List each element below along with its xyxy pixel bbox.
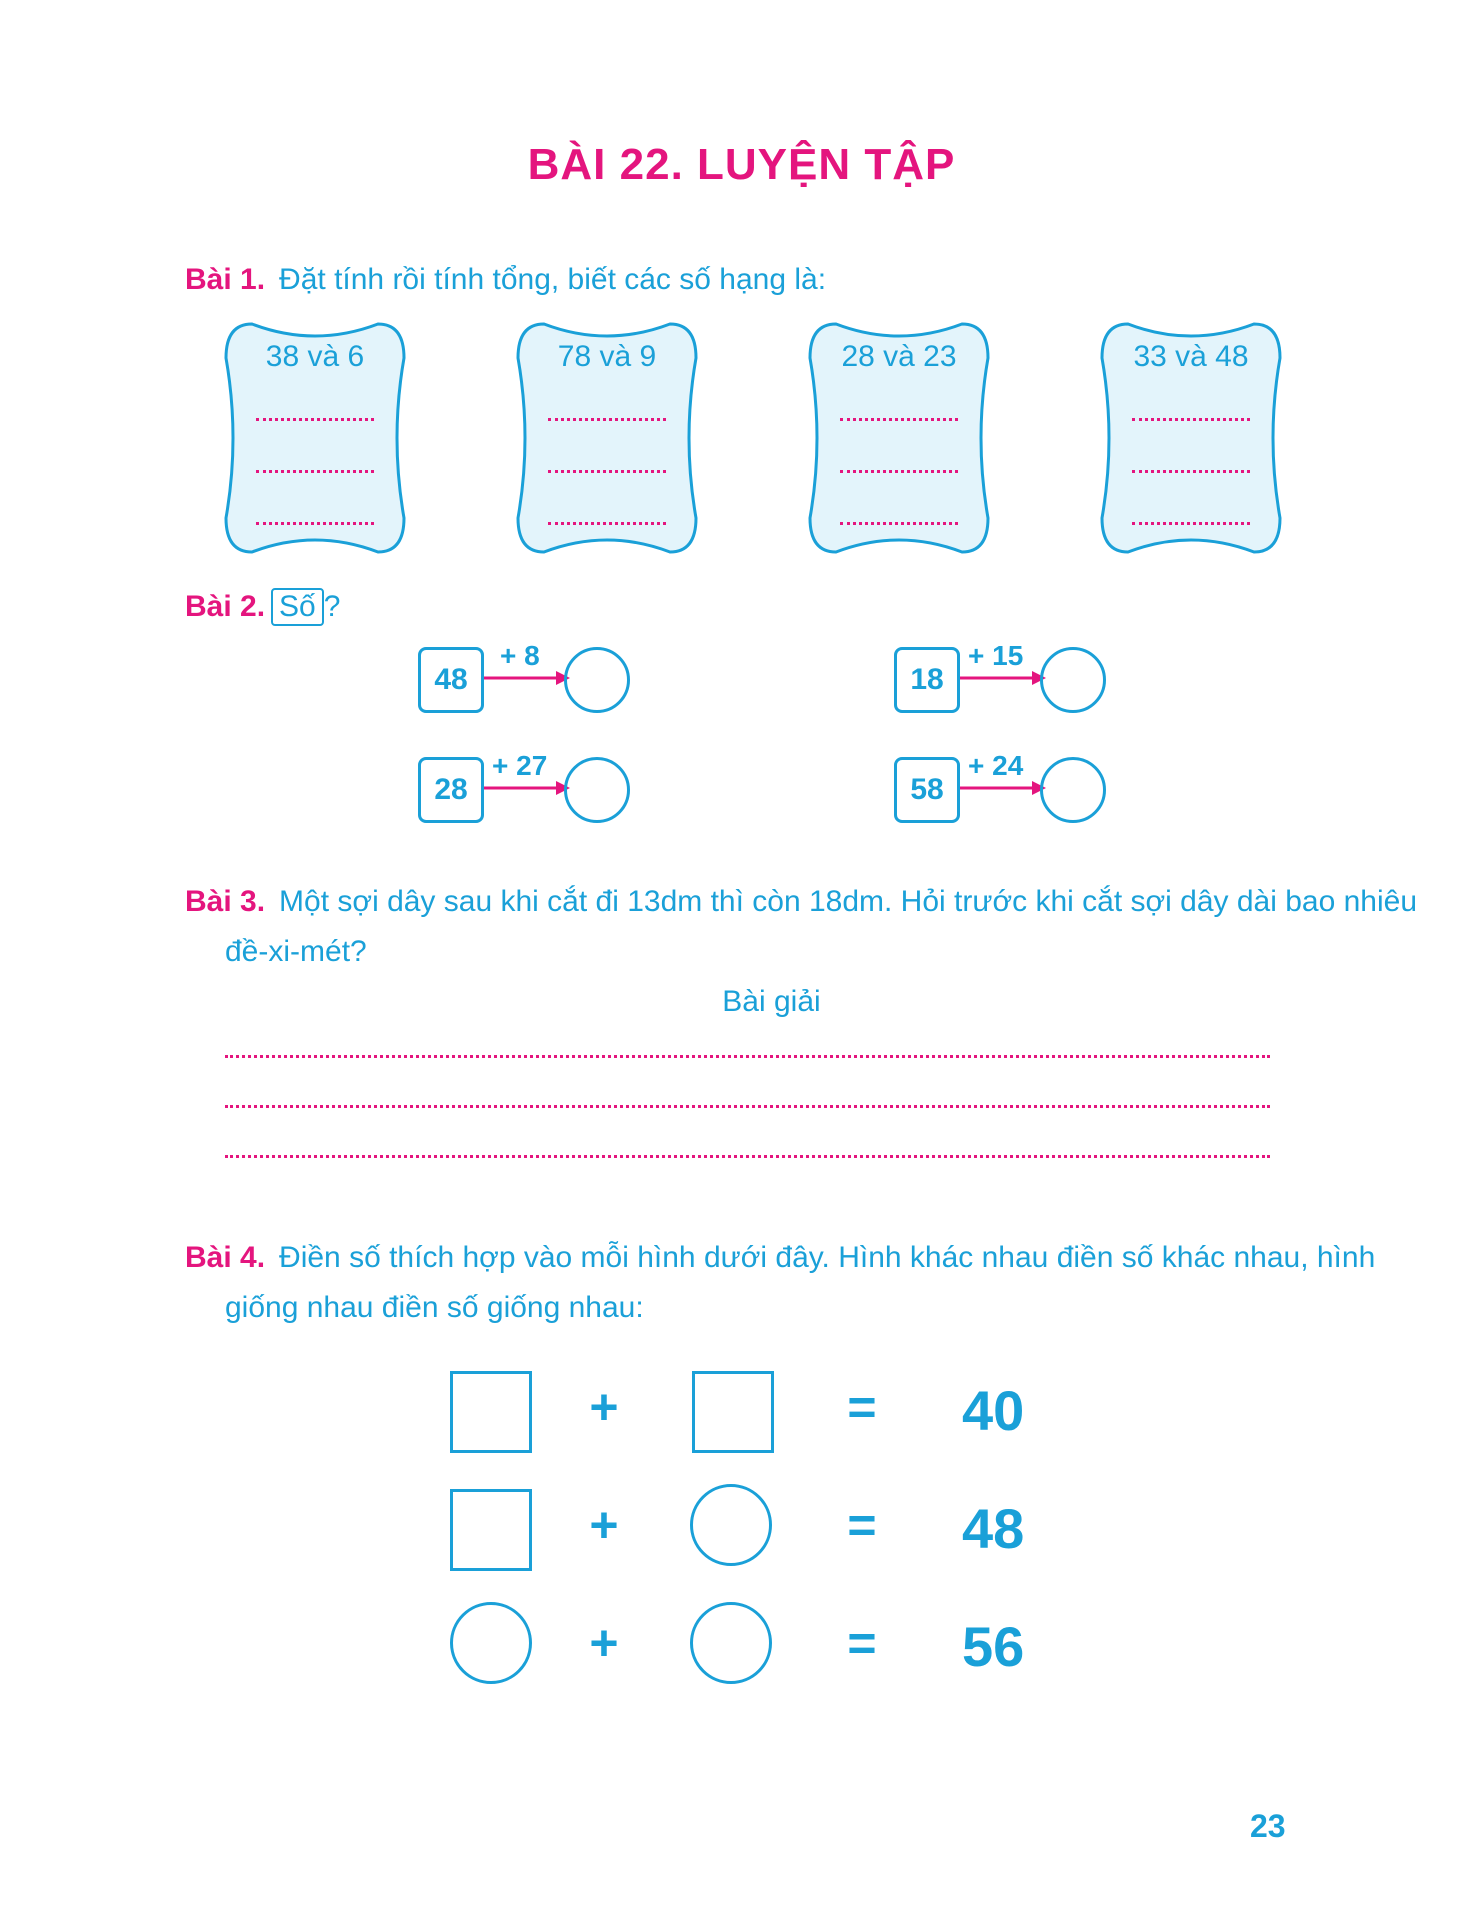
answer-circle[interactable] bbox=[1040, 757, 1106, 823]
answer-circle[interactable] bbox=[564, 647, 630, 713]
answer-line[interactable] bbox=[256, 418, 374, 421]
plus-sign: + bbox=[589, 1615, 619, 1671]
answer-line[interactable] bbox=[548, 522, 666, 525]
exercise-4-label: Bài 4. bbox=[185, 1241, 266, 1274]
result-number: 56 bbox=[962, 1615, 1025, 1678]
exercise-3-label: Bài 3. bbox=[185, 885, 266, 918]
exercise-2-heading bbox=[185, 582, 340, 632]
start-number-box: 58 bbox=[894, 757, 960, 823]
solution-heading: Bài giải bbox=[722, 985, 821, 1018]
equals-sign: = bbox=[847, 1497, 877, 1553]
exercise-4-text-line2: giống nhau điền số giống nhau: bbox=[225, 1291, 644, 1324]
addend-pair: 28 và 23 bbox=[841, 340, 957, 373]
square-blank[interactable] bbox=[450, 1489, 532, 1571]
solution-line[interactable] bbox=[225, 1105, 1270, 1108]
exercise-4-heading bbox=[185, 1233, 1375, 1283]
answer-line[interactable] bbox=[1132, 470, 1250, 473]
question-mark: ? bbox=[323, 590, 341, 623]
answer-circle[interactable] bbox=[1040, 647, 1106, 713]
circle-blank[interactable] bbox=[450, 1602, 532, 1684]
exercise-2-label: Bài 2. bbox=[185, 590, 266, 623]
arrow-icon bbox=[960, 778, 1046, 798]
answer-line[interactable] bbox=[840, 418, 958, 421]
equals-sign: = bbox=[847, 1379, 877, 1435]
addend-card-1 bbox=[222, 318, 408, 558]
answer-line[interactable] bbox=[548, 470, 666, 473]
operation-label: + 8 bbox=[500, 640, 540, 671]
plus-sign: + bbox=[589, 1379, 619, 1435]
so-box: Số bbox=[271, 588, 324, 626]
answer-circle[interactable] bbox=[564, 757, 630, 823]
addend-pair: 33 và 48 bbox=[1133, 340, 1249, 373]
exercise-3-text-line2: đề-xi-mét? bbox=[225, 935, 367, 968]
circle-blank[interactable] bbox=[690, 1602, 772, 1684]
solution-line[interactable] bbox=[225, 1055, 1270, 1058]
answer-line[interactable] bbox=[256, 522, 374, 525]
exercise-4-text-line1: Điền số thích hợp vào mỗi hình dưới đây. Hình khác nhau điền số khác nhau, hình bbox=[279, 1241, 1376, 1274]
square-blank[interactable] bbox=[450, 1371, 532, 1453]
plus-sign: + bbox=[589, 1497, 619, 1553]
page-number: 23 bbox=[1250, 1808, 1286, 1844]
operation-label: + 24 bbox=[968, 750, 1024, 781]
addend-card-3 bbox=[806, 318, 992, 558]
arrow-icon bbox=[960, 668, 1046, 688]
result-number: 48 bbox=[962, 1497, 1025, 1560]
exercise-3-text-line1: Một sợi dây sau khi cắt đi 13dm thì còn 18dm. Hỏi trước khi cắt sợi dây dài bao nhiêu bbox=[279, 885, 1418, 918]
addend-pair: 78 và 9 bbox=[557, 340, 657, 373]
exercise-1-heading bbox=[185, 255, 826, 305]
exercise-3-heading bbox=[185, 877, 1417, 927]
circle-blank[interactable] bbox=[690, 1484, 772, 1566]
answer-line[interactable] bbox=[1132, 418, 1250, 421]
addend-card-2 bbox=[514, 318, 700, 558]
result-number: 40 bbox=[962, 1379, 1025, 1442]
answer-line[interactable] bbox=[840, 522, 958, 525]
start-number-box: 28 bbox=[418, 757, 484, 823]
answer-line[interactable] bbox=[548, 418, 666, 421]
addend-pair: 38 và 6 bbox=[265, 340, 365, 373]
start-number-box: 48 bbox=[418, 647, 484, 713]
exercise-1-text: Đặt tính rồi tính tổng, biết các số hạng là: bbox=[279, 263, 827, 296]
page-title: BÀI 22. LUYỆN TẬP bbox=[527, 140, 956, 189]
equals-sign: = bbox=[847, 1615, 877, 1671]
answer-line[interactable] bbox=[256, 470, 374, 473]
square-blank[interactable] bbox=[692, 1371, 774, 1453]
operation-label: + 27 bbox=[492, 750, 548, 781]
addend-card-4 bbox=[1098, 318, 1284, 558]
solution-line[interactable] bbox=[225, 1155, 1270, 1158]
answer-line[interactable] bbox=[1132, 522, 1250, 525]
start-number-box: 18 bbox=[894, 647, 960, 713]
answer-line[interactable] bbox=[840, 470, 958, 473]
arrow-icon bbox=[484, 668, 570, 688]
operation-label: + 15 bbox=[968, 640, 1024, 671]
arrow-icon bbox=[484, 778, 570, 798]
exercise-1-label: Bài 1. bbox=[185, 263, 266, 296]
